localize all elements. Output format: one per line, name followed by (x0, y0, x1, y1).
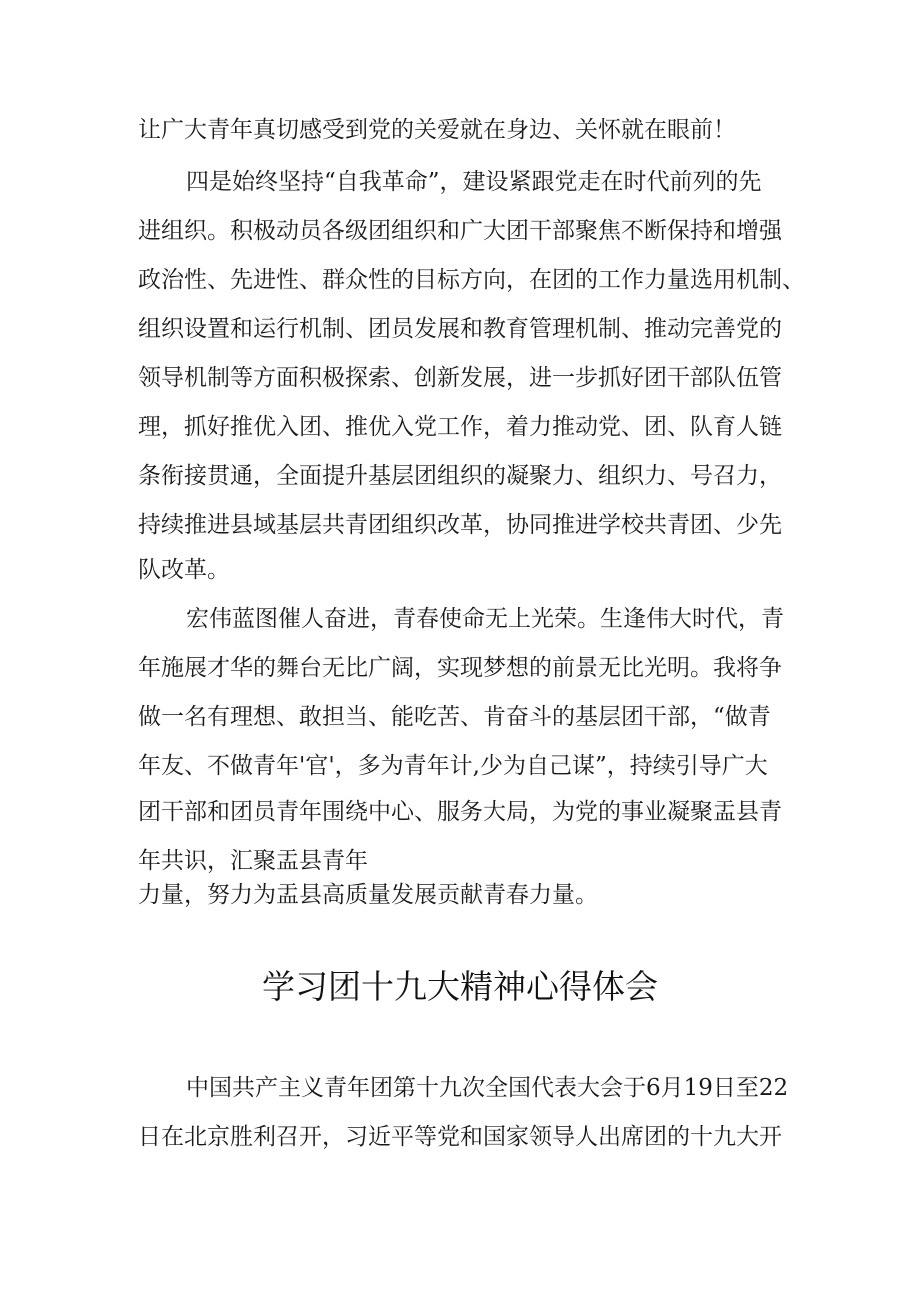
paragraph-3-line-5: 团干部和团员青年围绕中心、服务大局，为党的事业凝聚盂县青 (138, 799, 782, 825)
paragraph-3-line-6: 年共识，汇聚盂县青年 (138, 848, 368, 874)
paragraph-3-line-1: 宏伟蓝图催人奋进，青春使命无上光荣。生逢伟大时代，青 (186, 606, 784, 632)
section-heading: 学习团十九大精神心得体会 (262, 967, 658, 1006)
paragraph-2-line-3: 政治性、先进性、群众性的目标方向，在团的工作力量选用机制、 (138, 267, 805, 293)
paragraph-2-line-2: 进组织。积极动员各级团组织和广大团干部聚焦不断保持和增强 (138, 218, 782, 244)
paragraph-3-line-4: 年友、不做青年'官'，多为青年计,少为自己谋”，持续引导广大 (138, 753, 768, 779)
paragraph-3-line-2: 年施展才华的舞台无比广阔，实现梦想的前景无比光明。我将争 (138, 655, 782, 681)
paragraph-4-line-2: 日在北京胜利召开，习近平等党和国家领导人出席团的十九大开 (138, 1124, 782, 1150)
paragraph-2-line-5: 领导机制等方面积极探索、创新发展，进一步抓好团干部队伍管 (138, 365, 782, 391)
paragraph-2-line-1: 四是始终坚持“自我革命”，建设紧跟党走在时代前列的先 (186, 169, 762, 195)
paragraph-2-line-4: 组织设置和运行机制、团员发展和教育管理机制、推动完善党的 (138, 316, 782, 342)
paragraph-3-line-3: 做一名有理想、敢担当、能吃苦、肯奋斗的基层团干部，“做青 (138, 704, 771, 730)
paragraph-1-line-1: 让广大青年真切感受到党的关爱就在身边、关怀就在眼前！ (138, 117, 736, 143)
paragraph-2-line-8: 持续推进县域基层共青团组织改革，协同推进学校共青团、少先 (138, 512, 782, 538)
paragraph-2-line-9: 队改革。 (138, 557, 230, 583)
paragraph-4-line-1: 中国共产主义青年团第十九次全国代表大会于6月19日至22 (186, 1075, 789, 1101)
paragraph-2-line-7: 条衔接贯通，全面提升基层团组织的凝聚力、组织力、号召力， (138, 463, 782, 489)
paragraph-2-line-6: 理，抓好推优入团、推优入党工作，着力推动党、团、队育人链 (138, 414, 782, 440)
paragraph-3-line-7: 力量，努力为盂县高质量发展贡献青春力量。 (138, 882, 598, 908)
